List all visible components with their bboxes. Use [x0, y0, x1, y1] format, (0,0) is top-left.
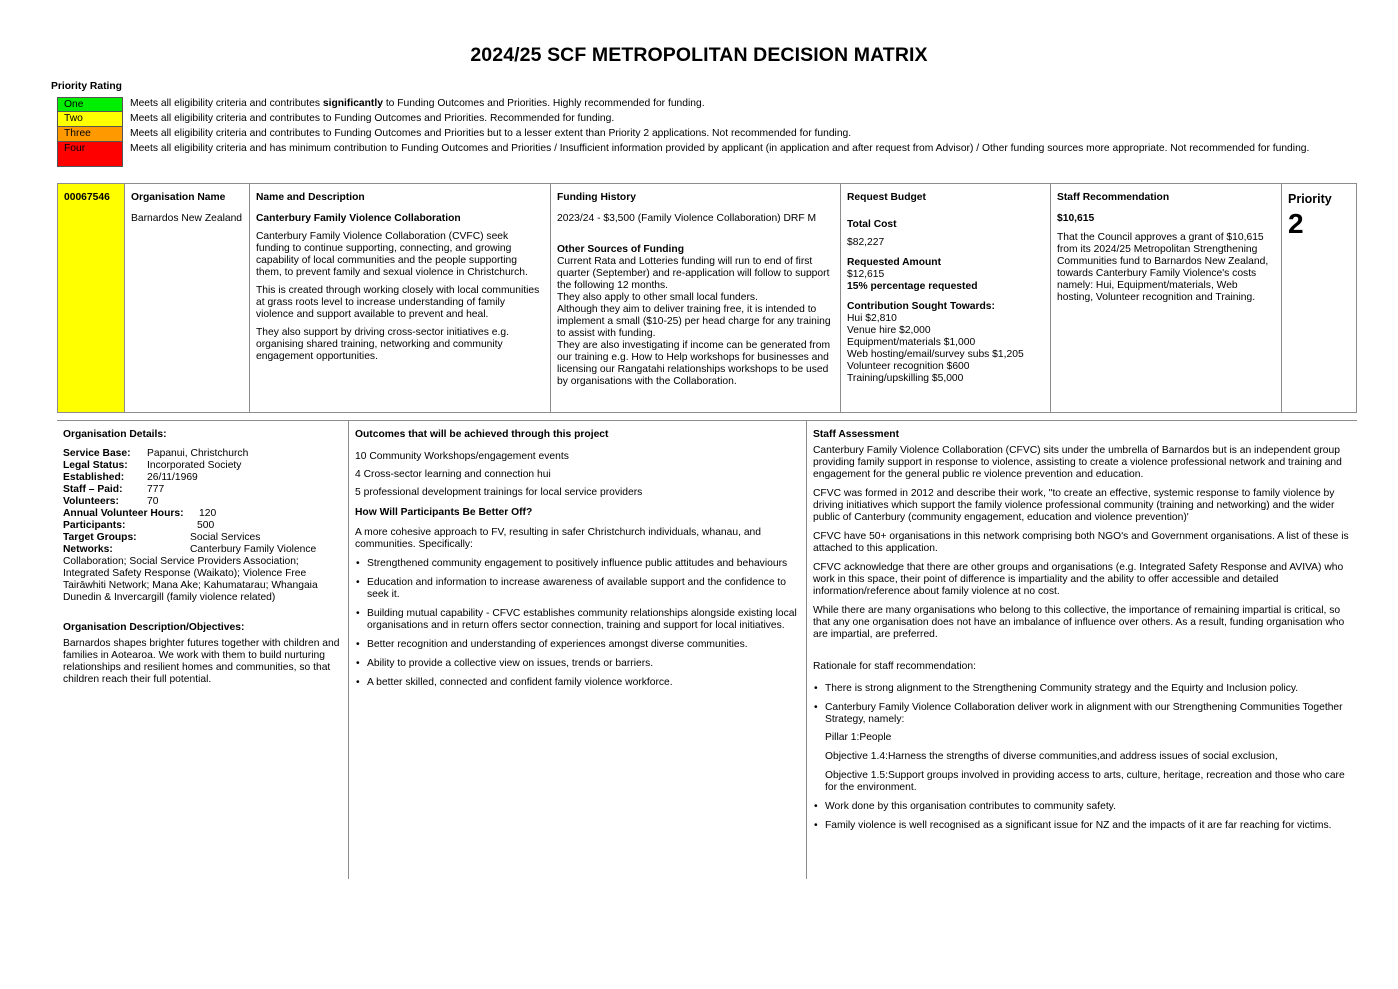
- project-description-3: They also support by driving cross-sector initiatives e.g. organising shared training, networking and community engagement opportunities.: [256, 327, 509, 362]
- contribution-heading: Contribution Sought Towards:: [847, 301, 995, 312]
- application-id: 00067546: [64, 192, 110, 203]
- staff-recommendation-heading: Staff Recommendation: [1057, 192, 1170, 203]
- assessment-paragraph: CFVC acknowledge that there are other groups and organisations (e.g. Integrated Safety Response and AVIVA) who work in this space, their point of difference is impartiality and the ability to offer accessible and detailed information/reference about family violence at no cost.: [813, 562, 1344, 597]
- priority-desc-two: Meets all eligibility criteria and contributes to Funding Outcomes and Priorities. Recommended for funding.: [130, 113, 615, 124]
- outcome-item: 4 Cross-sector learning and connection hui: [355, 469, 551, 480]
- established-row: [63, 472, 342, 484]
- priority-desc-four: Meets all eligibility criteria and has minimum contribution to Funding Outcomes and Priorities / Insufficient information provided by applicant (in application and after request from Advisor) / Other funding sources more appropriate. Not recommended for funding.: [130, 143, 1310, 154]
- organisation-name-heading: Organisation Name: [131, 192, 226, 203]
- service-base: Papanui, Christchurch: [147, 448, 249, 459]
- established: 26/11/1969: [147, 472, 198, 483]
- funding-history-heading: Funding History: [557, 192, 636, 203]
- rationale-list-continued: [813, 801, 1351, 832]
- priority-desc-one-post: to Funding Outcomes and Priorities. Highly recommended for funding.: [382, 98, 705, 109]
- total-cost-label: Total Cost: [847, 219, 897, 230]
- project-description-1: Canterbury Family Violence Collaboration (CVFC) seek funding to continue supporting, connecting, and growing capability of local communities and the people supporting them, to prevent family and sexual violence in Christchurch.: [256, 231, 528, 278]
- networks-first: Canterbury Family Violence: [190, 544, 317, 555]
- priority-rating-row: [57, 112, 1327, 127]
- better-off-list: [355, 558, 800, 689]
- funding-history-cell: [551, 184, 841, 412]
- priority-desc-one: [123, 97, 1327, 112]
- outcome-item: 10 Community Workshops/engagement events: [355, 451, 569, 462]
- priority-desc-one-strong: significantly: [322, 98, 383, 109]
- networks-row: [63, 544, 342, 604]
- staff-recommendation-amount: $10,615: [1057, 213, 1095, 224]
- better-off-intro: A more cohesive approach to FV, resulting in safer Christchurch individuals, whanau, and communities. Specifically:: [355, 527, 761, 550]
- list-item: • There is strong alignment to the Strengthening Community strategy and the Equirty and Inclusion policy.: [813, 683, 1351, 695]
- objective-text: Objective 1.4:Harness the strengths of diverse communities,and address issues of social exclusion,: [825, 751, 1278, 762]
- list-item: • Better recognition and understanding of experiences amongst diverse communities.: [355, 639, 800, 651]
- list-item: • Education and information to increase awareness of available support and the confidence to seek it.: [355, 577, 800, 601]
- volunteers-row: [63, 496, 342, 508]
- legal-status-label: Legal Status:: [63, 460, 128, 471]
- better-off-heading: How Will Participants Be Better Off?: [355, 507, 533, 518]
- assessment-paragraph: While there are many organisations who belong to this collective, the importance of remaining impartial is critical, so that any one organisation does not have an imbalance of influence over others. As a result, funding organisation who are impartial, are preferred.: [813, 605, 1345, 640]
- organisation-description-heading: Organisation Description/Objectives:: [63, 622, 245, 633]
- list-item: • Work done by this organisation contributes to community safety.: [813, 801, 1351, 813]
- staff-recommendation-cell: [1051, 184, 1282, 412]
- organisation-description: Barnardos shapes brighter futures together with children and families in Aotearoa. We work with them to build nurturing relationships and resilient homes and communities, so that children reach their full potential.: [63, 638, 340, 685]
- priority-desc-three: Meets all eligibility criteria and contributes to Funding Outcomes and Priorities but to a lesser extent than Priority 2 applications. Not recommended for funding.: [130, 128, 852, 139]
- list-item: • Canterbury Family Violence Collaboration deliver work in alignment with our Strengthening Communities Together Strategy, namely:: [813, 702, 1351, 726]
- priority-heading: Priority: [1288, 192, 1332, 206]
- request-budget-heading: Request Budget: [847, 192, 926, 203]
- staff-assessment-heading: Staff Assessment: [813, 429, 900, 440]
- name-description-heading: Name and Description: [256, 192, 365, 203]
- staff-paid: 777: [147, 484, 165, 495]
- priority-rating-row: [57, 142, 1327, 167]
- funding-history: 2023/24 - $3,500 (Family Violence Collaboration) DRF M: [557, 213, 817, 224]
- outcome-item: 5 professional development trainings for local service providers: [355, 487, 643, 498]
- legal-status-row: [63, 460, 342, 472]
- priority-swatch-three: Three: [57, 127, 123, 142]
- other-sources: Current Rata and Lotteries funding will run to end of first quarter (September) and re-application will follow to support the following 12 months. They also apply to other small local funders. Although they aim to deliver training free, it is intended to implement a small ($10-25) per head charge for any training to assist with funding. They are also investigating if income can be generated from our training e.g. How to Help workshops for businesses and licensing our Rangatahi relationships workshops to be used by organisations with the Collaboration.: [557, 256, 831, 387]
- participants-row: [63, 520, 342, 532]
- total-cost: $82,227: [847, 237, 885, 248]
- volunteers: 70: [147, 496, 159, 507]
- name-description-cell: [250, 184, 551, 412]
- priority-swatch-two: Two: [57, 112, 123, 127]
- detail-section: [57, 420, 1357, 879]
- outcomes-heading: Outcomes that will be achieved through this project: [355, 429, 609, 440]
- organisation-details-column: [57, 421, 348, 879]
- service-base-row: [63, 448, 342, 460]
- priority-rating-legend: [57, 97, 1327, 167]
- list-item: • Strengthened community engagement to positively influence public attitudes and behaviours: [355, 558, 800, 570]
- list-item: • Building mutual capability - CFVC establishes community relationships alongside existing local organisations and in return offers sector connection, training and support for local initiatives.: [355, 608, 800, 632]
- assessment-paragraph: CFVC have 50+ organisations in this network comprising both NGO's and Government organisations. A list of these is attached to this application.: [813, 531, 1349, 554]
- contribution-item: Web hosting/email/survey subs $1,205: [847, 349, 1024, 360]
- priority-swatch-one: One: [57, 97, 123, 112]
- target-groups-row: [63, 532, 342, 544]
- staff-recommendation-text: That the Council approves a grant of $10,615 from its 2024/25 Metropolitan Strengthening Communities fund to Barnardos New Zealand, towards Canterbury Family Violence's costs namely: Hui, Equipment/materials, Web hosting, Volunteer recognition and Training.: [1057, 232, 1269, 303]
- volunteer-hours: 120: [199, 508, 217, 519]
- organisation-name: Barnardos New Zealand: [131, 213, 243, 224]
- established-label: Established:: [63, 472, 125, 483]
- staff-assessment-column: [806, 421, 1357, 879]
- organisation-name-cell: [125, 184, 250, 412]
- other-sources-heading: Other Sources of Funding: [557, 244, 684, 255]
- list-item: • Ability to provide a collective view on issues, trends or barriers.: [355, 658, 800, 670]
- objective-text: Objective 1.5:Support groups involved in providing access to arts, culture, heritage, recreation and those who care for the environment.: [825, 770, 1345, 793]
- decision-matrix-row: [57, 183, 1357, 413]
- project-name: Canterbury Family Violence Collaboration: [256, 213, 461, 224]
- volunteer-hours-label: Annual Volunteer Hours:: [63, 508, 184, 519]
- organisation-details-heading: Organisation Details:: [63, 429, 167, 440]
- target-groups: Social Services: [190, 532, 261, 543]
- networks-label: Networks:: [63, 544, 113, 555]
- legal-status: Incorporated Society: [147, 460, 242, 471]
- outcomes-column: [348, 421, 806, 879]
- priority-rating-row: [57, 127, 1327, 142]
- participants-label: Participants:: [63, 520, 126, 531]
- requested-amount-label: Requested Amount: [847, 257, 942, 268]
- request-budget-cell: [841, 184, 1051, 412]
- staff-paid-row: [63, 484, 342, 496]
- project-description-2: This is created through working closely with local communities at grass roots level to increase understanding of family violence and support available to prevent and heal.: [256, 285, 540, 320]
- participants: 500: [197, 520, 215, 531]
- priority-value: 2: [1288, 208, 1304, 239]
- priority-desc-one-pre: Meets all eligibility criteria and contributes: [130, 98, 323, 109]
- percentage-requested: 15% percentage requested: [847, 281, 978, 292]
- priority-rating-heading: Priority Rating: [51, 81, 122, 92]
- contribution-item: Training/upskilling $5,000: [847, 373, 964, 384]
- application-id-cell: [58, 184, 125, 412]
- networks-rest: Collaboration; Social Service Providers Association; Integrated Safety Response (Waikato); Violence Free Tairāwhiti Network; Mana Ake; Kahumatarau; Whangaia Dunedin & Invercargill (family violence related): [63, 556, 318, 603]
- assessment-paragraph: CFVC was formed in 2012 and describe their work, "to create an effective, systemic response to family violence by driving initiatives which support the family violence professional community (training and networking) and the wider public of Canterbury (community engagement, education and violence prevention)': [813, 488, 1335, 523]
- priority-rating-row: [57, 97, 1327, 112]
- contribution-item: Venue hire $2,000: [847, 325, 931, 336]
- contribution-item: Hui $2,810: [847, 313, 897, 324]
- contribution-item: Equipment/materials $1,000: [847, 337, 976, 348]
- assessment-paragraph: Canterbury Family Violence Collaboration (CFVC) sits under the umbrella of Barnardos but is an independent group providing family support in response to violence, assisting to create a violence professional network and training and engagement for the general public re violence prevention and education.: [813, 445, 1342, 480]
- volunteers-label: Volunteers:: [63, 496, 119, 507]
- priority-swatch-four: Four: [57, 142, 123, 167]
- page-title: 2024/25 SCF METROPOLITAN DECISION MATRIX: [470, 44, 928, 66]
- priority-cell: [1282, 184, 1356, 412]
- list-item: • Family violence is well recognised as a significant issue for NZ and the impacts of it are far reaching for victims.: [813, 820, 1351, 832]
- rationale-list: [813, 683, 1351, 726]
- pillar-text: Pillar 1:People: [825, 732, 892, 743]
- target-groups-label: Target Groups:: [63, 532, 137, 543]
- service-base-label: Service Base:: [63, 448, 131, 459]
- list-item: • A better skilled, connected and confident family violence workforce.: [355, 677, 800, 689]
- volunteer-hours-row: [63, 508, 342, 520]
- contribution-item: Volunteer recognition $600: [847, 361, 970, 372]
- rationale-heading: Rationale for staff recommendation:: [813, 661, 976, 672]
- requested-amount: $12,615: [847, 269, 885, 280]
- staff-paid-label: Staff – Paid:: [63, 484, 123, 495]
